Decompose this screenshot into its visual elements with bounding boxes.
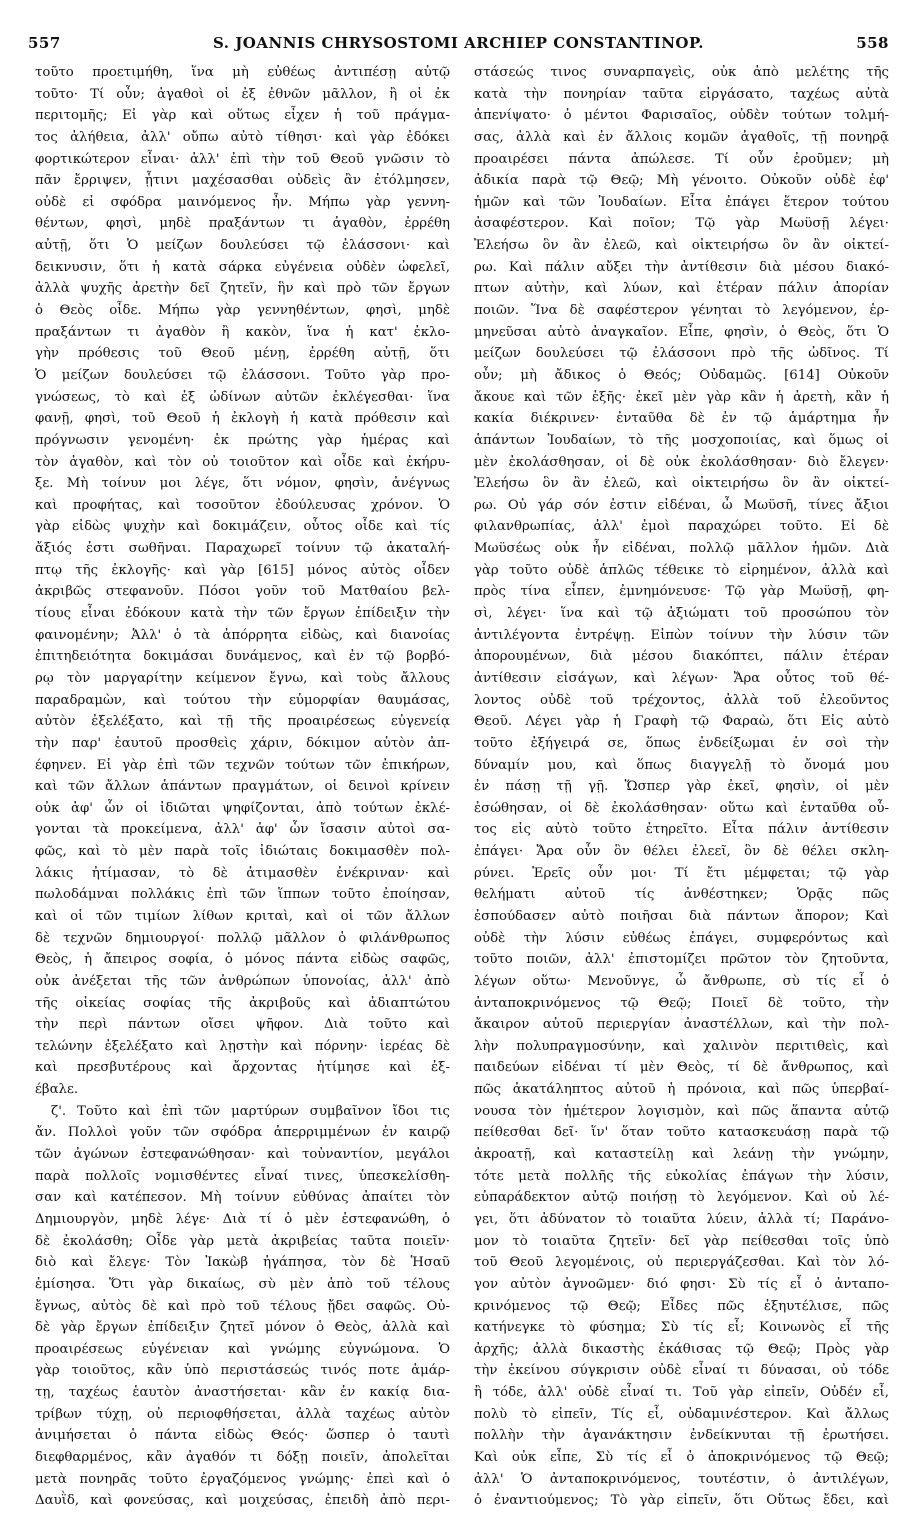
text-line: κρινόμενος τῷ Θεῷ; Εἶδες πῶς ἐξηυτέλισε, πῶς: [474, 1298, 889, 1314]
text-line: μείζων δουλεύσει τῷ ἐλάσσονι πρὸ τῆς ὠδῖνος. Τί: [474, 346, 889, 362]
text-line: διεφθαρμένος, κἂν ἀγαθόν τι δόξῃ ποιεῖν, ἀπολεῖται: [35, 1450, 450, 1465]
text-line: φανῇ, φησὶ, τοῦ Θεοῦ ἡ ἐκλογὴ ἡ κατὰ πρόθεσιν καὶ: [35, 411, 450, 427]
text-line: τὴν περὶ πάντων οἴσει ψῆφον. Διὰ τοῦτο καὶ: [35, 1017, 450, 1033]
page-number-left: 557: [28, 34, 61, 52]
running-title: S. JOANNIS CHRYSOSTOMI ARCHIEP CONSTANTINOP.: [212, 34, 705, 52]
text-line: παιδεύων εἰδέναι τί μὲν Θεὸς, τί δὲ ἄνθρωπος, καὶ: [474, 1060, 889, 1076]
text-line: Θεὸς, ἡ ἄπειρος σοφία, ὁ μόνος πάντα εἰδὼς σαφῶς,: [35, 952, 450, 968]
text-line: ἄν. Πολλοὶ γοῦν τῶν σφόδρα ἀπερριμμένων ἐν καιρῷ: [35, 1125, 450, 1141]
text-line: τῃ, ταχέως ἑαυτὸν ἀναστήσεται· κἂν ἐν κακίᾳ δια-: [35, 1385, 450, 1401]
text-line: ἀσαφέστερον. Καὶ ποῖον; Τῷ γὰρ Μωϋσῇ λέγει·: [474, 216, 889, 232]
text-line: ὁ ἐναντιούμενος; Τὸ γὰρ εἰπεῖν, ὅτι Οὕτως ἔδει, καὶ: [474, 1493, 889, 1509]
text-line: διὸ καὶ ἔλεγε· Τὸν Ἰακὼβ ἠγάπησα, τὸν δὲ Ἡσαῦ: [35, 1255, 450, 1271]
text-line: ἁπάντων Ἰουδαίων, τὸ τῆς μοσχοποιίας, καὶ ὅμως οἱ: [474, 432, 889, 448]
text-line: ἢ τόδε, ἀλλ' οὐδὲ εἶναί τι. Τοῦ γὰρ εἰπεῖν, Οὐδέν εἶ,: [474, 1385, 889, 1401]
text-line: Ἐλεήσω ὃν ἂν ἐλεῶ, καὶ οἰκτειρήσω ὃν ἂν οἰκτεί-: [474, 238, 889, 254]
text-line: ἀρχῆς; ἀλλὰ δικαστὴς ἐκάθισας τῷ Θεῷ; Πρὸς γὰρ: [474, 1341, 889, 1357]
text-line: θελήματι αὐτοῦ τίς ἀνθέστηκεν; Ὁρᾷς πῶς: [474, 887, 889, 903]
text-line: φιλανθρωπίας, ἀλλ' ἐμοὶ παραχώρει τοῦτο. Εἰ δὲ: [474, 519, 889, 535]
text-line: μον τὸ τοιαῦτα ζητεῖν· δεῖ γὰρ πείθεσθαι τοῖς ὑπὸ: [474, 1233, 889, 1249]
text-line: ἐμίσησα. Ὅτι γὰρ δικαίως, σὺ μὲν ἀπὸ τοῦ τέλους: [35, 1276, 450, 1292]
text-line: ἄκουε καὶ τῶν ἑξῆς· ἐκεῖ μὲν γὰρ κἂν ἡ ἀρετὴ, κἂν ἡ: [474, 389, 889, 405]
text-line: τοῦ Θεοῦ λεγομένοις, οὐ περιεργάζεσθαι. Καὶ τὸν λό-: [474, 1255, 889, 1271]
text-line: οὐδὲ εἰ σφόδρα μαινόμενος ἦν. Μήπω γὰρ γεννη-: [35, 194, 450, 210]
text-line: πᾶν ἔρριψεν, ᾗτινι μαχέσασθαι οὐδεὶς ἂν ἐτόλμησεν,: [35, 173, 450, 189]
text-line: Δημιουργὸν, μηδὲ λέγε· Διὰ τί ὁ μὲν ἐστεφανώθη, ὁ: [35, 1211, 450, 1227]
text-line: ἀπενίψατο· ὁ μέντοι Φαρισαῖος, οὐδὲν τούτων τολμή-: [474, 108, 889, 124]
text-line: ἔγνως, αὐτὸς δὲ καὶ πρὸ τοῦ τέλους ᾔδει σαφῶς. Οὐ-: [35, 1298, 450, 1314]
text-line: πείθεσθαι δεῖ· ἵν' ὅταν τοῦτο κατασκευάσῃ παρὰ τῷ: [474, 1125, 889, 1141]
text-line: πῶς ἀκατάληπτος αὐτοῦ ἡ πρόνοια, καὶ πῶς ὑπερβαί-: [474, 1082, 889, 1098]
text-line: ἀλλ' Ὁ ἀνταποκρινόμενος, τουτέστιν, ὁ ἀντιλέγων,: [474, 1471, 889, 1487]
text-line: κακία διέκρινεν· ἐνταῦθα δὲ ἐν τῷ ἁμάρτημα ἦν: [474, 411, 889, 427]
text-line: πωλοδάμναι πολλάκις ἐπὶ τῶν ἵππων τοῦτο ἐποίησαν,: [35, 887, 450, 903]
text-line: ἀντίθεσιν εἰσάγων, καὶ λέγων· Ἄρα οὖτος τοῦ θέ-: [474, 670, 889, 686]
text-line: τοῦτο· Τί οὖν; ἀγαθοὶ οἱ ἐξ ἐθνῶν μᾶλλον, ἢ οἱ ἐκ: [35, 86, 450, 102]
text-line: θέντων, φησὶ, μηδὲ πραξάντων τι ἀγαθὸν, ἐρρέθη: [35, 216, 450, 232]
text-line: καὶ οἱ τῶν τιμίων λίθων κριταὶ, καὶ οἱ τῶν ἄλλων: [35, 908, 450, 924]
text-line: δεικνυσιν, ὅτι ἡ κατὰ σάρκα εὐγένεια οὐδὲν ὠφελεῖ,: [35, 259, 450, 275]
text-line: λέγων οὕτω· Μενοῦνγε, ὦ ἄνθρωπε, σὺ τίς εἶ ὁ: [474, 973, 889, 989]
left-column: [35, 62, 450, 1532]
text-line: Δαυῒδ, καὶ φονεύσας, καὶ μοιχεύσας, ἐπειδὴ ἀπὸ περι-: [35, 1493, 450, 1509]
text-line: ρω. Οὐ γάρ σόν ἐστιν εἰδέναι, ὦ Μωϋσῆ, τίνες ἄξιοι: [474, 497, 889, 513]
text-line: μηνεῦσαι αὐτὸ ἀναγκαῖον. Εἶπε, φησὶν, ὁ Θεὸς, ὅτι Ὁ: [474, 324, 889, 340]
text-line: Μωϋσέως οὐκ ἦν εἰδέναι, πολλῷ μᾶλλον ἡμῶν. Διὰ: [474, 541, 889, 557]
text-line: περιτομῆς; Εἰ γὰρ καὶ οὕτως εἶχεν ἡ τοῦ πράγμα-: [35, 108, 450, 124]
text-line: ἀπορουμένων, διὰ μέσου διακόπτει, πάλιν ἑτέραν: [474, 649, 889, 665]
text-line: κατήνεγκε τὸ φύσημα; Σὺ τίς εἶ; Κοινωνὸς εἶ τῆς: [474, 1320, 889, 1336]
text-line: φῶς, καὶ τὸ μὲν παρὰ τοῖς ἰδιώταις δοκιμασθὲν πολ-: [35, 844, 450, 860]
text-line: δὲ ἐκολάσθη; Οἶδε γὰρ μετὰ ἀκριβείας ταῦτα ποιεῖν·: [35, 1233, 450, 1249]
text-line: καὶ τῶν ἄλλων ἁπάντων πραγμάτων, οἱ δεινοὶ κρίνειν: [35, 779, 450, 795]
text-line: οὖν; μὴ ἄδικος ὁ Θεός; Οὐδαμῶς. [614] Οὐκοῦν: [474, 367, 889, 383]
text-line: Ἐλεήσω ὃν ἂν ἐλεῶ, καὶ οἰκτειρήσω ὃν ἂν οἰκτεί-: [474, 476, 889, 492]
text-line: γὰρ τοιοῦτος, κἂν ὑπὸ περιστάσεώς τινός ποτε ἁμάρ-: [35, 1363, 450, 1379]
text-line: πτων αὐτὴν, καὶ λύων, καὶ ἑτέραν πάλιν ἀπορίαν: [474, 281, 889, 297]
text-line: ἄκαιρον αὐτοῦ περιεργίαν ἀναστέλλων, καὶ τὴν πολ-: [474, 1017, 889, 1033]
text-line: γνώσεως, τὸ καὶ ἐξ ὠδίνων αὐτῶν ἐκλέγεσθαι· ἵνα: [35, 389, 450, 405]
text-line: ἐσπούδασεν αὐτὸ ποιῆσαι διὰ πάντων ἄπορον; Καὶ: [474, 908, 889, 924]
text-line: ἀντιλέγοντα ἐντρέψῃ. Εἰπὼν τοίνυν τὴν λύσιν τῶν: [474, 627, 889, 643]
text-line: λὴν πολυπραγμοσύνην, καὶ χαλινὸν περιτιθεὶς, καὶ: [474, 1038, 889, 1054]
text-line: αὐτῇ, ὅτι Ὁ μείζων δουλεύσει τῷ ἐλάσσονι· καὶ: [35, 238, 450, 254]
text-line: τος εἰς αὐτὸ τοῦτο ἐτηρεῖτο. Εἶτα πάλιν ἀντίθεσιν: [474, 822, 889, 838]
text-line: ρῳ τὸν μαργαρίτην κείμενον ἔγνω, καὶ τοὺς ἄλλους: [35, 670, 450, 686]
text-line: τῆς οἰκείας σοφίας τῆς ἀκριβοῦς καὶ ἀδιαπτώτου: [35, 995, 450, 1011]
text-line: λάκις ἠτίμασαν, τὸ δὲ ἀτιμασθὲν ἐνέκριναν· καὶ: [35, 865, 450, 881]
text-line: πολλὴν τὴν ἀγανάκτησιν ἐνδείκνυται τῇ ἐρωτήσει.: [474, 1428, 889, 1444]
text-line: πρὸς τίνα εἶπεν, ἐμνημόνευσε· Τῷ γὰρ Μωϋσῇ, φη-: [474, 584, 889, 600]
text-line: ἀνιμήσεται ὁ πάντα εἰδὼς Θεός· ὥσπερ ὁ ταυτὶ: [35, 1428, 450, 1444]
text-line: ἐσώθησαν, οἱ δὲ ἐκολάσθησαν· οὕτω καὶ ἐνταῦθα οὗ-: [474, 800, 889, 816]
text-line: ὁ Θεὸς οἶδε. Μήπω γὰρ γεννηθέντων, φησὶ, μηδὲ: [35, 303, 450, 319]
text-line: τρίβων τύχῃ, οὐ περιοφθήσεται, ἀλλὰ ταχέως αὐτὸν: [35, 1406, 450, 1422]
text-line: γὰρ τοῦτο οὐδὲ ἁπλῶς τέθεικε τὸ εἰρημένον, ἀλλὰ καὶ: [474, 562, 889, 578]
text-line: ἀκριβῶς στεφανοῦν. Πόσοι γοῦν τοῦ Ματθαίου βελ-: [35, 584, 450, 600]
text-line: ρύνει. Ἐρεῖς οὖν μοι· Τί ἔτι μέμφεται; τῷ γὰρ: [474, 865, 889, 881]
text-line: ἐν πάσῃ τῇ γῇ. Ὥσπερ γὰρ ἐκεῖ, φησὶν, οἱ μὲν: [474, 779, 889, 795]
text-line: τοῦτο ποιῶν, ἀλλ' ἐπιστομίζει πρῶτον τὸν ζητοῦντα,: [474, 952, 889, 968]
text-line: φαινομένην; Ἀλλ' ὁ τὰ ἀπόρρητα εἰδὼς, καὶ διανοίας: [35, 627, 450, 643]
text-line: οὐκ ἀφ' ὧν οἱ ἰδιῶται ψηφίζονται, ἀπὸ τούτων ἐκλέ-: [35, 800, 450, 816]
text-line: παραδραμὼν, καὶ τούτου τὴν εὐμορφίαν θαυμάσας,: [35, 692, 450, 708]
text-line: τελώνην ἐξελέξατο καὶ λῃστὴν καὶ πόρνην· ἱερέας δὲ: [35, 1038, 450, 1054]
text-line: μὲν ἐκολάσθησαν, οἱ δὲ οὐκ ἐκολάσθησαν· διὸ ἔλεγεν·: [474, 454, 889, 470]
text-line: γονται τὰ προκείμενα, ἀλλ' ἀφ' ὧν ἴσασιν αὐτοὶ σα-: [35, 822, 450, 838]
text-line: ποιῶν. Ἵνα δὲ σαφέστερον γένηται τὸ λεγόμενον, ἑρ-: [474, 303, 889, 319]
text-line: τότε μετὰ πολλῆς τῆς εὐκολίας ἐπάγων τὴν λύσιν,: [474, 1168, 889, 1184]
text-line: ἀλλὰ ψυχῆς ἀρετὴν δεῖ ζητεῖν, ἣν καὶ πρὸ τῶν ἔργων: [35, 281, 450, 297]
text-line: τίους εἶναι ἐδόκουν κατὰ τὴν τῶν ἔργων ἐπίδειξιν τὴν: [35, 606, 450, 622]
page-number-right: 558: [856, 34, 889, 52]
text-line: γον αὐτὸν ἀγνοῶμεν· διό φησι· Σὺ τίς εἶ ὁ ἀνταπο-: [474, 1276, 889, 1292]
text-line: τος ἀλήθεια, ἀλλ' οὔπω αὐτὸ τίθησι· καὶ γὰρ ἐδόκει: [35, 129, 450, 145]
text-line: ρω. Καὶ πάλιν αὔξει τὴν ἀντίθεσιν διὰ μέσου διακό-: [474, 259, 889, 275]
text-line: Καὶ οὐκ εἶπε, Σὺ τίς εἶ ὁ ἀποκρινόμενος τῷ Θεῷ;: [474, 1450, 889, 1465]
text-line: ἡμῶν καὶ τῶν Ἰουδαίων. Εἶτα ἐπάγει ἕτερον τούτου: [474, 194, 889, 210]
text-line: δὲ τεχνῶν δημιουργοί· πολλῷ μᾶλλον ὁ φιλάνθρωπος: [35, 930, 450, 946]
text-line: τῶν ἀγώνων ἐστεφανώθησαν· καὶ τοὐναντίον, μεγάλοι: [35, 1147, 450, 1163]
text-line: παρὰ πολλοῖς νομισθέντες εἶναί τινες, ὑπεσκελίσθη-: [35, 1168, 450, 1184]
text-line: προαιρέσει πάντα ἀπώλεσε. Τί οὖν ἐροῦμεν; μὴ: [474, 151, 889, 167]
text-line: τοῦτο προετιμήθη, ἵνα μὴ εὐθέως ἀντιπέσῃ αὐτῷ: [35, 65, 450, 80]
text-line: προαιρέσεως εὐγένειαν καὶ γνώμης εὐγνώμονα. Ὁ: [35, 1341, 450, 1357]
text-line: ἀκροατῇ, καὶ καταστείλῃ καὶ λεάνῃ τὴν γνώμην,: [474, 1147, 889, 1163]
text-line: ἄξιός ἐστι σωθῆναι. Παραχωρεῖ τοίνυν τῷ ἀκαταλή-: [35, 541, 450, 557]
text-line: τοῦτο ἐξήγειρά σε, ὅπως ἐνδείξωμαι ἐν σοὶ τὴν: [474, 735, 889, 751]
text-line: πραξάντων τι ἀγαθὸν ἢ κακὸν, ἵνα ἡ κατ' ἐκλο-: [35, 324, 450, 340]
text-line: γὴν πρόθεσις τοῦ Θεοῦ μένῃ, ἐρρέθη αὐτῇ, ὅτι: [35, 346, 450, 362]
text-line: μετὰ πονηρᾶς τοῦτο ἐργαζόμενος γνώμης· ἐπεὶ καὶ ὁ: [35, 1471, 450, 1487]
text-line: σαν καὶ κατέπεσον. Μὴ τοίνυν εὐθύνας ἀπαίτει τὸν: [35, 1190, 450, 1206]
text-line: γει, ὅτι ἀδύνατον τὸ τοιαῦτα λύειν, ἀλλὰ τί; Παράνο-: [474, 1211, 889, 1227]
text-line: τὴν παρ' ἑαυτοῦ προσθεὶς χάριν, δόκιμον αὐτὸν ἀπ-: [35, 735, 450, 751]
text-line: νουσα τὸν ἡμέτερον λογισμὸν, καὶ πῶς ἅπαντα αὐτῷ: [474, 1103, 889, 1119]
text-line: ζ'. Τοῦτο καὶ ἐπὶ τῶν μαρτύρων συμβαῖνον ἴδοι τις: [51, 1103, 450, 1119]
text-line: ἀνταποκρινόμενος τῷ Θεῷ; Ποιεῖ δὲ τοῦτο, τὴν: [474, 995, 889, 1011]
text-line: Θεοῦ. Λέγει γὰρ ἡ Γραφὴ τῷ Φαραὼ, ὅτι Εἰς αὐτὸ: [474, 714, 889, 730]
text-line: αὐτὸν ἐξελέξατο, καὶ τῇ τῆς προαιρέσεως εὐγενείᾳ: [35, 714, 450, 730]
running-header: [28, 34, 889, 56]
right-column: [474, 62, 889, 1532]
text-line: εὐπαράδεκτον αὐτῷ ποιήσῃ τὸ λεγόμενον. Καὶ οὐ λέ-: [474, 1190, 889, 1206]
text-line: έβαλε.: [35, 1082, 79, 1098]
text-line: σας, ἀλλὰ καὶ ἐν ἄλλοις κομῶν ἀγαθοῖς, τῇ πονηρᾷ: [474, 129, 889, 145]
text-line: δύναμίν μου, καὶ ὅπως διαγγελῇ τὸ ὄνομά μου: [474, 757, 889, 773]
text-line: καὶ προφήτας, καὶ τοσοῦτον ἐδούλευσας χρόνον. Ὁ: [35, 497, 450, 513]
text-line: οὐδὲ τὴν λύσιν εὐθέως ἐπάγει, συμφερόντως καὶ: [474, 930, 889, 946]
text-line: γὰρ εἰδὼς ψυχὴν καὶ δοκιμάζειν, οὗτος οἶδε καὶ τίς: [35, 519, 450, 535]
text-line: ξε. Μὴ τοίνυν μοι λέγε, ὅτι νόμον, φησὶν, ἀνέγνως: [35, 476, 450, 492]
text-line: τὸν ἀγαθὸν, καὶ τὸν οὐ τοιοῦτον καὶ οἶδε καὶ ἐκήρυ-: [35, 454, 450, 470]
text-line: καὶ πρεσβυτέρους καὶ ἄρχοντας ἠτίμησε καὶ ἐξ-: [35, 1060, 450, 1076]
text-line: φορτικώτερον εἶναι· ἀλλ' ἐπὶ τὴν τοῦ Θεοῦ γνῶσιν τὸ: [35, 151, 450, 167]
text-line: κατὰ τὴν πονηρίαν ταῦτα εἰργάσατο, ταχέως αὐτὰ: [474, 86, 889, 102]
text-line: πρόγνωσιν γενομένη· ἐκ πρώτης γὰρ ἡμέρας καὶ: [35, 432, 450, 448]
text-line: σὶ, λέγει· ἵνα καὶ τῷ ἀξιώματι τοῦ προσώπου τὸν: [474, 606, 889, 622]
text-line: στάσεώς τινος συναρπαγεὶς, οὐκ ἀπὸ μελέτης τῆς: [474, 65, 889, 80]
text-line: ἐπιτηδειότητα δοκιμάσαι δυνάμενος, καὶ ἐν τῷ βορβό-: [35, 649, 450, 665]
text-line: λοντος οὐδὲ τοῦ τρέχοντος, ἀλλὰ τοῦ ἐλεοῦντος: [474, 692, 889, 708]
text-line: έφηνεν. Εἰ γὰρ ἐπὶ τῶν τεχνῶν τούτων τῶν ἐπικήρων,: [35, 757, 450, 773]
text-line: Ὁ μείζων δουλεύσει τῷ ἐλάσσονι. Τοῦτο γὰρ προ-: [35, 367, 450, 383]
text-line: ἀδικία παρὰ τῷ Θεῷ; Μὴ γένοιτο. Οὐκοῦν οὐδὲ ἐφ': [474, 173, 889, 189]
text-line: οὐκ ἀνέξεται τῆς τῶν ἀνθρώπων ὑπονοίας, ἀλλ' ἀπὸ: [35, 973, 450, 989]
text-line: πολὺ τὸ εἰπεῖν, Τίς εἶ, οὐδαμινέστερον. Καὶ ἄλλως: [474, 1406, 889, 1422]
text-line: πτῳ τῆς ἐκλογῆς· καὶ γὰρ [615] μόνος αὐτὸς οἶδεν: [35, 562, 450, 578]
text-line: τὴν ἐκείνου σύγκρισιν οὐδὲ εἶναί τι δύνασαι, οὐ τόδε: [474, 1363, 889, 1379]
text-line: δὲ γὰρ ἔργων ἐπίδειξιν ζητεῖ μόνον ὁ Θεὸς, ἀλλὰ καὶ: [35, 1320, 450, 1336]
text-line: ἐπάγει· Ἄρα οὖν ὃν θέλει ἐλεεῖ, ὃν δὲ θέλει σκλη-: [474, 844, 889, 860]
